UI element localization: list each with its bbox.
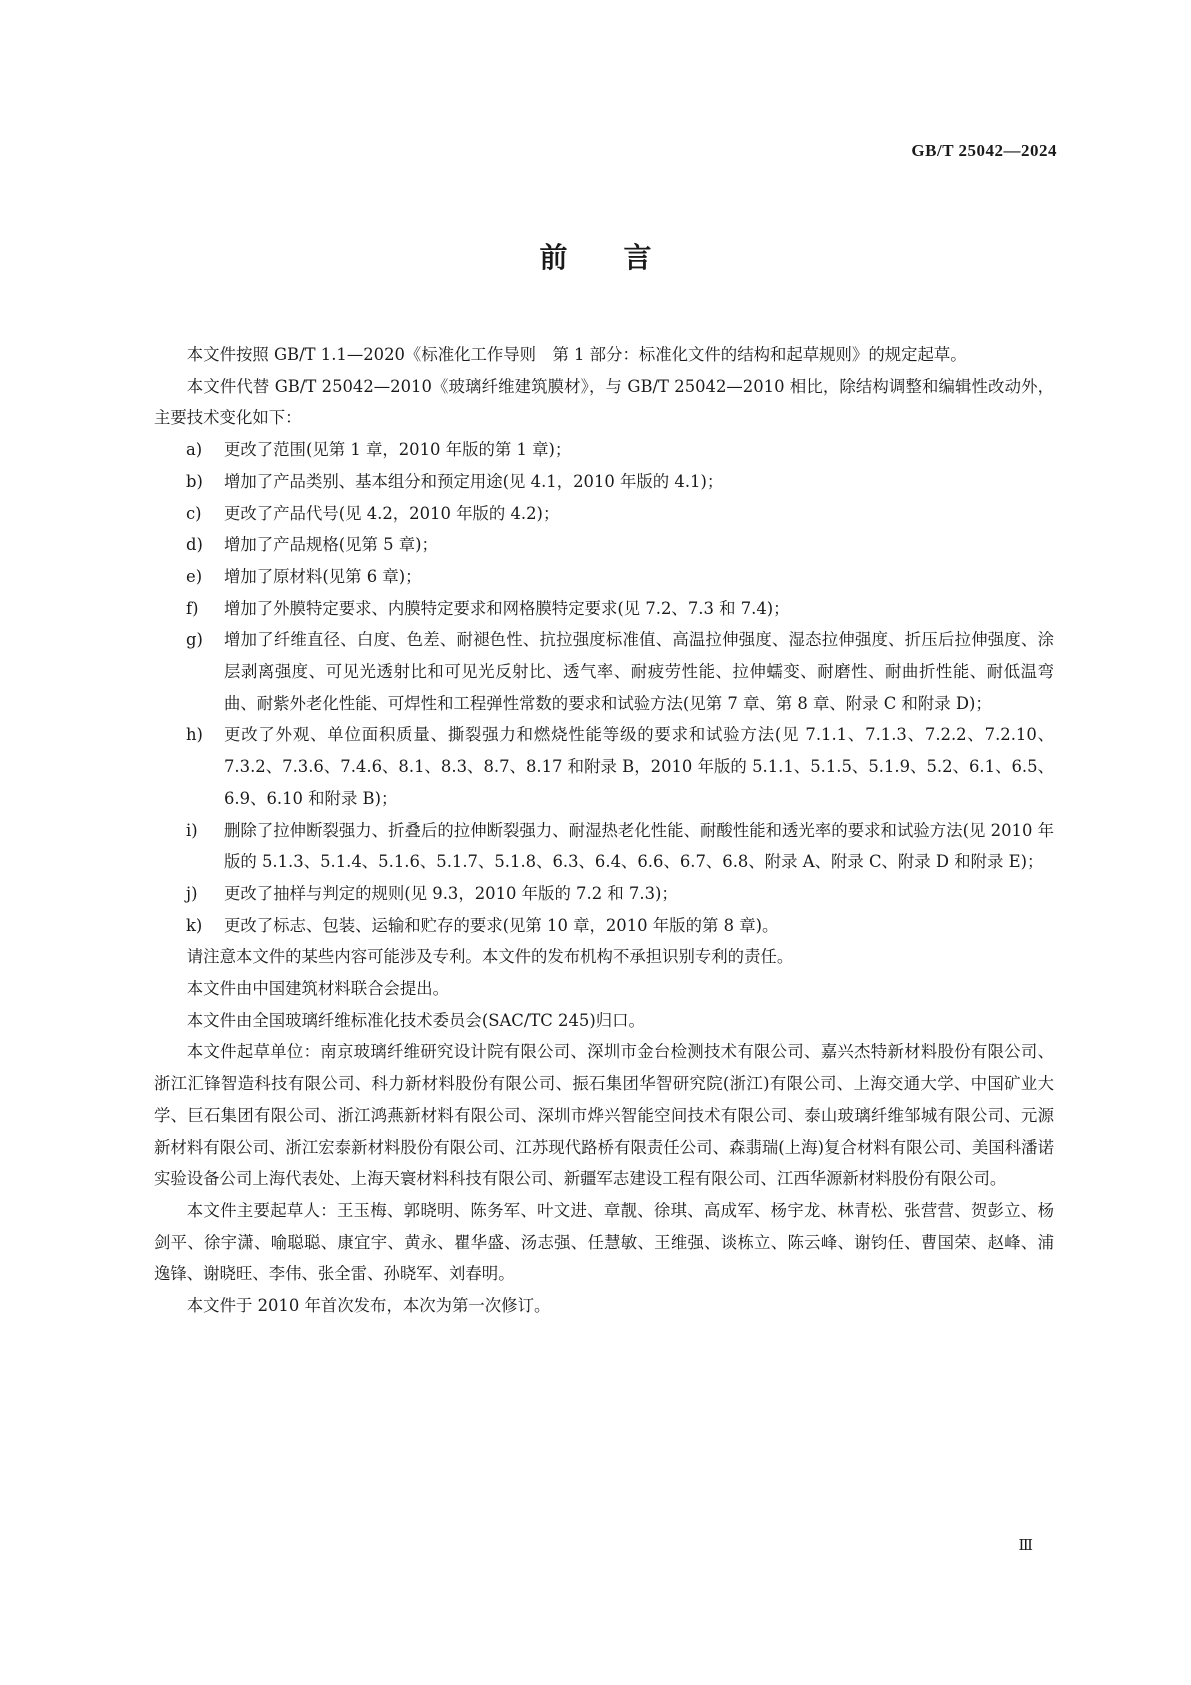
list-marker: a) bbox=[186, 440, 203, 460]
list-item bbox=[154, 498, 1054, 530]
drafting-units: 本文件起草单位：南京玻璃纤维研究设计院有限公司、深圳市金台检测技术有限公司、嘉兴杰特新材料股份有限公司、浙江汇锋智造科技有限公司、科力新材料股份有限公司、振石集团华智研究院(浙江)有限公司、上海交通大学、中国矿业大学、巨石集团有限公司、浙江鸿燕新材料有限公司、深圳市烨兴智能空间技术有限公司、泰山玻璃纤维邹城有限公司、元源新材料有限公司、浙江宏泰新材料股份有限公司、江苏现代路桥有限责任公司、森翡瑞(上海)复合材料有限公司、美国科潘诺实验设备公司上海代表处、上海天寰材料科技有限公司、新疆军志建设工程有限公司、江西华源新材料股份有限公司。 bbox=[154, 1042, 1054, 1189]
list-marker: h) bbox=[186, 725, 203, 745]
list-item-text: 更改了标志、包装、运输和贮存的要求(见第 10 章，2010 年版的第 8 章)。 bbox=[224, 915, 779, 935]
patent-notice: 请注意本文件的某些内容可能涉及专利。本文件的发布机构不承担识别专利的责任。 bbox=[186, 947, 794, 967]
list-marker: g) bbox=[186, 630, 203, 650]
list-item bbox=[154, 434, 1054, 466]
intro-paragraph: 本文件按照 GB/T 1.1—2020《标准化工作导则 第 1 部分：标准化文件的结构和起草规则》的规定起草。 bbox=[186, 345, 967, 364]
page-number: Ⅲ bbox=[1018, 1538, 1033, 1554]
foreword-body bbox=[154, 339, 1054, 1322]
publication-history: 本文件于 2010 年首次发布，本次为第一次修订。 bbox=[186, 1296, 551, 1316]
list-item-text: 更改了外观、单位面积质量、撕裂强力和燃烧性能等级的要求和试验方法(见 7.1.1、7.1.3、7.2.2、7.2.10、7.3.2、7.3.6、7.4.6、8.1、8.3、8.7、8.17 和附录 B，2010 年版的 5.1.1、5.1.5、5.1.9、5.2、6.1、6.5、6.9、6.10 和附录 B)； bbox=[224, 725, 1054, 808]
list-item-text: 增加了外膜特定要求、内膜特定要求和网格膜特定要求(见 7.2、7.3 和 7.4)； bbox=[224, 598, 790, 618]
list-item bbox=[154, 719, 1054, 814]
list-item bbox=[154, 878, 1054, 910]
list-item bbox=[154, 466, 1054, 498]
intro-paragraph: 本文件代替 GB/T 25042—2010《玻璃纤维建筑膜材》，与 GB/T 25042—2010 相比，除结构调整和编辑性改动外，主要技术变化如下： bbox=[154, 376, 1054, 428]
list-marker: c) bbox=[186, 503, 202, 523]
list-marker: k) bbox=[186, 915, 203, 935]
document-code: GB/T 25042—2024 bbox=[911, 141, 1057, 160]
list-marker: b) bbox=[186, 471, 203, 491]
list-marker: f) bbox=[186, 598, 199, 618]
list-item-text: 增加了纤维直径、白度、色差、耐褪色性、抗拉强度标准值、高温拉伸强度、湿态拉伸强度、折压后拉伸强度、涂层剥离强度、可见光透射比和可见光反射比、透气率、耐疲劳性能、拉伸蠕变、耐磨性、耐曲折性能、耐低温弯曲、耐紫外老化性能、可焊性和工程弹性常数的要求和试验方法(见第 7 章、第 8 章、附录 C 和附录 D)； bbox=[224, 630, 1054, 713]
list-item-text: 增加了原材料(见第 6 章)； bbox=[224, 566, 422, 586]
list-item-text: 删除了拉伸断裂强力、折叠后的拉伸断裂强力、耐湿热老化性能、耐酸性能和透光率的要求和试验方法(见 2010 年版的 5.1.3、5.1.4、5.1.6、5.1.7、5.1.8、6.3、6.4、6.6、6.7、6.8、附录 A、附录 C、附录 D 和附录 E)； bbox=[224, 820, 1054, 872]
page-title: 前言 bbox=[539, 241, 708, 274]
list-item-text: 更改了抽样与判定的规则(见 9.3，2010 年版的 7.2 和 7.3)； bbox=[224, 883, 678, 903]
list-marker: i) bbox=[186, 820, 198, 840]
list-marker: e) bbox=[186, 566, 203, 586]
list-item bbox=[154, 529, 1054, 561]
list-item bbox=[154, 815, 1054, 878]
committee-statement: 本文件由全国玻璃纤维标准化技术委员会(SAC/TC 245)归口。 bbox=[186, 1010, 645, 1030]
list-item bbox=[154, 624, 1054, 719]
list-item-text: 增加了产品规格(见第 5 章)； bbox=[224, 535, 438, 555]
list-item-text: 更改了范围(见第 1 章，2010 年版的第 1 章)； bbox=[224, 440, 572, 460]
list-item bbox=[154, 593, 1054, 625]
list-marker: d) bbox=[186, 535, 203, 555]
list-item-text: 增加了产品类别、基本组分和预定用途(见 4.1，2010 年版的 4.1)； bbox=[224, 471, 724, 491]
list-marker: j) bbox=[186, 883, 198, 903]
list-item bbox=[154, 561, 1054, 593]
drafters: 本文件主要起草人：王玉梅、郭晓明、陈务军、叶文进、章靓、徐琪、高成军、杨宇龙、林青松、张营营、贺彭立、杨剑平、徐宇潇、喻聪聪、康宜宇、黄永、瞿华盛、汤志强、任慧敏、王维强、谈栋立、陈云峰、谢钧任、曹国荣、赵峰、浦逸锋、谢晓旺、李伟、张全雷、孙晓军、刘春明。 bbox=[154, 1200, 1054, 1284]
proposer-statement: 本文件由中国建筑材料联合会提出。 bbox=[186, 979, 450, 999]
list-item bbox=[154, 910, 1054, 942]
list-item-text: 更改了产品代号(见 4.2，2010 年版的 4.2)； bbox=[224, 503, 560, 523]
changes-list bbox=[154, 434, 1054, 941]
